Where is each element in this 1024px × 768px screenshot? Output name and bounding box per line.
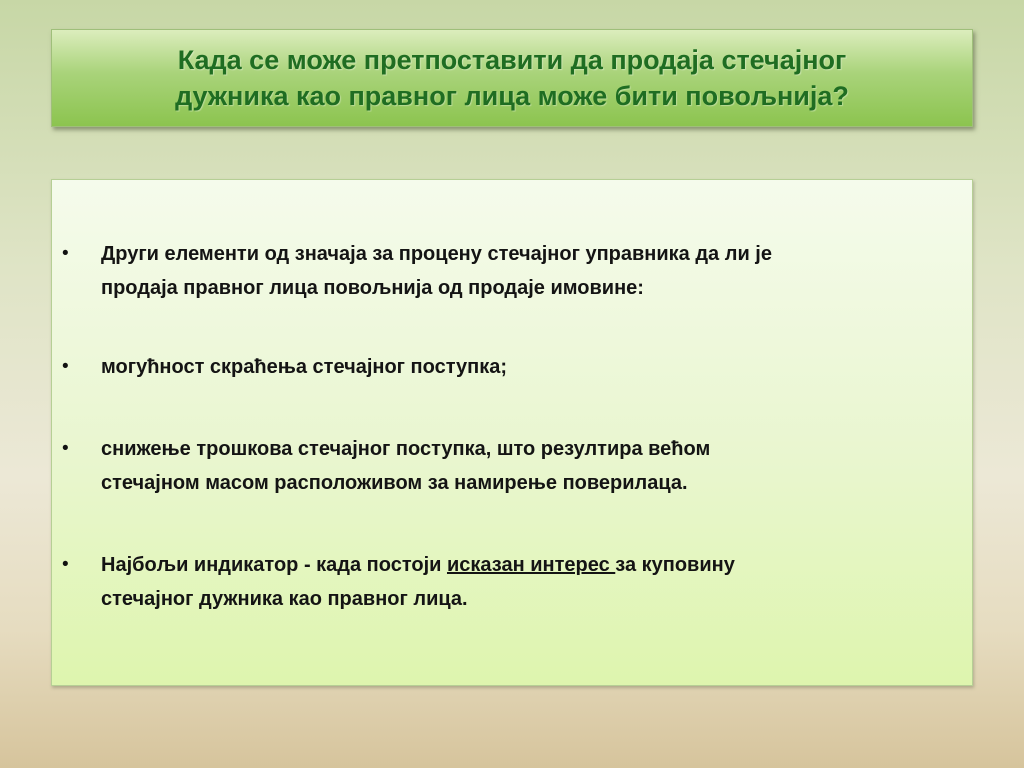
bullet-line-start: Најбољи индикатор - када постоји [101, 554, 447, 576]
bullet-marker: • [62, 243, 69, 264]
slide-title-line-1: Када се може претпоставити да продаја стечајног [177, 45, 847, 75]
bullet-line: стечајном масом расположивом за намирење поверилаца. [101, 472, 688, 494]
bullet-line-end: за куповину [615, 554, 735, 576]
slide-content-box [51, 179, 973, 686]
slide-title-line-2: дужника као правног лица може бити повољнија? [175, 81, 849, 111]
bullet-line: Други елементи од значаја за процену стечајног управника да ли је [101, 243, 772, 265]
underlined-phrase: исказан интерес [446, 554, 616, 576]
bullet-text [101, 350, 956, 384]
slide-title-bar [51, 29, 973, 127]
bullet-text [101, 237, 956, 305]
bullet-text [101, 432, 956, 500]
bullet-line: могућност скраћења стечајног поступка; [101, 356, 508, 378]
bullet-marker: • [62, 438, 69, 459]
bullet-line: стечајног дужника као правног лица. [101, 588, 468, 610]
bullet-marker: • [62, 356, 69, 377]
bullet-line: продаја правног лица повољнија од продаје имовине: [101, 277, 644, 299]
bullet-line: снижење трошкова стечајног поступка, што резултира већом [101, 438, 711, 460]
bullet-text [101, 548, 956, 616]
bullet-marker: • [62, 554, 69, 575]
